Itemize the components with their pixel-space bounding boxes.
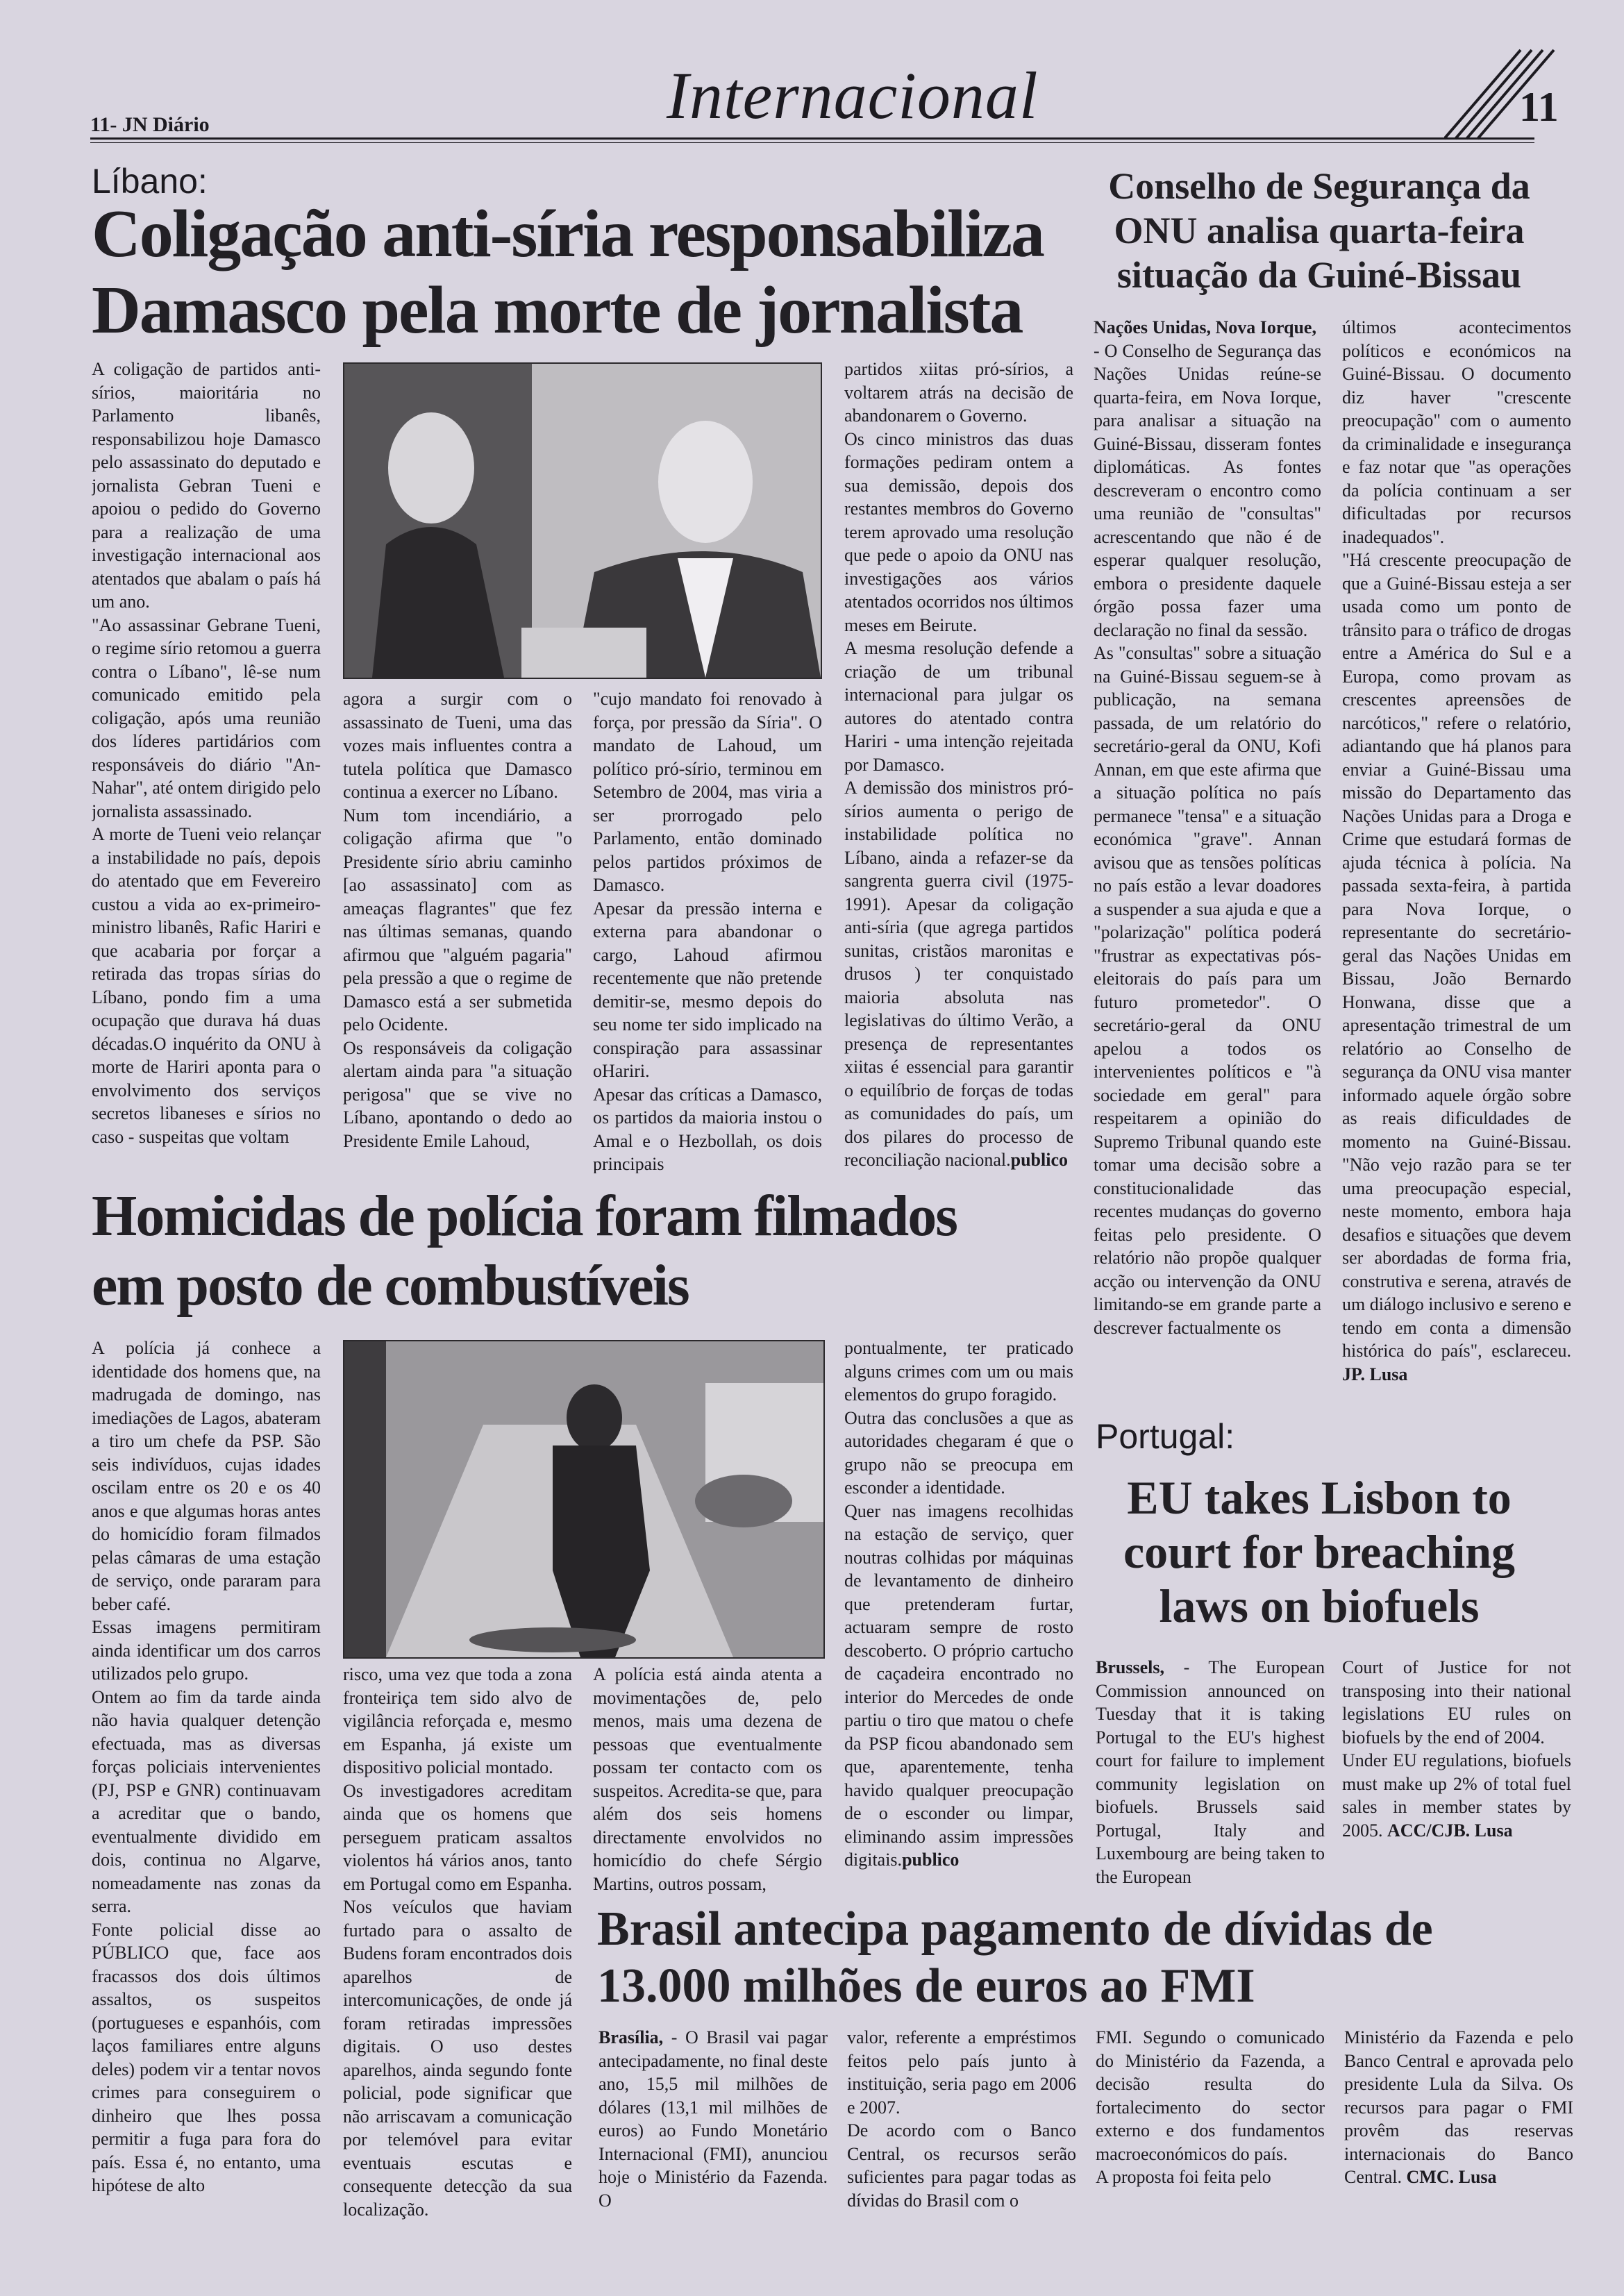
brasil-col-1-text: - O Brasil vai pagar antecipadamente, no final deste ano, 15,5 mil milhões de dólares (13,1 mil milhões de euros) ao Fundo Monetário Internacional (FMI), anunciou hoje o Ministério da Fazenda. O bbox=[598, 2027, 828, 2211]
portugal-col-1-text: - The European Commission announced on Tuesday that it is taking Portugal to the EU's highest court for failure to implement community legislation on biofuels. Brussels said Portugal, Italy and Luxembourg are being taken to the European bbox=[1096, 1657, 1325, 1887]
police-col-4-text: pontualmente, ter praticado alguns crimes com um ou mais elementos do grupo foragido. Outra das conclusões a que as autoridades chegaram é que o grupo não se preocupa em esconder a identidade. Quer nas imagens recolhidas na estação de serviço, quer noutras colhidas por máquinas de levantamento de dinheiro que pretenderam furtar, actuaram sempre de rosto descoberto. O próprio cartucho de caçadeira encontrado no interior do Mercedes de onde partiu o tiro que matou o chefe da PSP ficou abandonado sem que, aparentemente, tenha havido qualquer preocupação de o esconder ou limpar, eliminando assim impressões digitais. bbox=[844, 1338, 1073, 1870]
brasil-col-4-text: Ministério da Fazenda e pelo Banco Central e aprovada pelo presidente Lula da Silva. Os recursos para pagar o FMI provêm das reservas internacionais do Banco Central. bbox=[1344, 2027, 1573, 2187]
brasil-col-1 bbox=[598, 2026, 828, 2234]
brasil-dateline: Brasília, bbox=[598, 2027, 664, 2047]
masthead-left: 11- JN Diário bbox=[90, 113, 210, 136]
police-col-1: A polícia já conhece a identidade dos homens que, na madrugada de domingo, nas imediações de Lagos, abateram a tiro um chefe da PSP. São seis indivíduos, cujas idades oscilam entre os 20 e os 40 anos e que algumas horas antes do homicídio foram filmados pelas câmaras de uma estação de serviço, onde pararam para beber café. Essas imagens permitiram ainda identificar um dos carros utilizados pelo grupo. Ontem ao fim da tarde ainda não havia qualquer detenção efectuada, mas as diversas forças policiais intervenientes (PJ, PSP e GNR) continuavam a acreditar que o bando, eventualmente dividido em dois, continua no Algarve, nomeadamente nas zonas da serra. Fonte policial disse ao PÚBLICO que, face aos fracassos dos dois últimos assaltos, os suspeitos (portugueses e espanhóis, com laços familiares entre alguns deles) podem vir a tentar novos crimes para conseguirem o dinheiro que lhes possa permitir a fuga para fora do país. Essa é, no entanto, uma hipótese de alto bbox=[92, 1338, 321, 2195]
police-col-3: A polícia está ainda atenta a movimentações de, pelo menos, mais uma dezena de pessoas que eventualmente possam ter contacto com os suspeitos. Acredita-se que, para além dos seis homens directamente envolvidos no homicídio do chefe Sérgio Martins, outros possam, bbox=[593, 1664, 822, 1894]
guinea-col-2 bbox=[1342, 316, 1571, 1409]
police-signature: publico bbox=[902, 1850, 960, 1870]
portugal-col-2 bbox=[1342, 1656, 1571, 1892]
lebanon-col-4-text: partidos xiitas pró-sírios, a voltarem atrás na decisão de abandonarem o Governo. Os cinco ministros das duas formações pediram ontem a sua demissão, depois dos restantes membros do Governo terem aprovado uma resolução que pede o apoio da ONU nas investigações aos vários atentados ocorridos nos últimos meses em Beirute. A mesma resolução defende a criação de um tribunal internacional para julgar os autores do atentado contra Hariri - uma intenção rejeitada por Damasco. A demissão dos ministros pró-sírios aumenta o perigo de instabilidade política no Líbano, ainda a refazer-se da sangrenta guerra civil (1975-1991). Apesar da coligação anti-síria (que agrega partidos sunitas, cristãos maronitas e drusos ) ter conquistado maioria absoluta nas legislativas do último Verão, a presença de representantes xiitas é essencial para garantir o equilíbrio de forças de todas as comunidades do país, um dos pilares do processo de reconciliação nacional. bbox=[844, 359, 1073, 1170]
brasil-headline: Brasil antecipa pagamento de dívidas de 13.000 milhões de euros ao FMI bbox=[597, 1902, 1433, 2013]
brasil-signature: CMC. Lusa bbox=[1406, 2167, 1497, 2187]
police-col-2: risco, uma vez que toda a zona fronteiriça tem sido alvo de vigilância reforçada e, mesmo em Espanha, já existe um dispositivo policial montado. Os investigadores acreditam ainda que os homens que perseguem praticam assaltos violentos há vários anos, tanto em Portugal como em Espanha. Nos veículos que haviam furtado para o assalto de Budens foram encontrados dois aparelhos de intercomunicações, de onde já foram retiradas impressões digitais. O uso destes aparelhos, ainda segundo fonte policial, pode significar que não arriscavam a comunicação por telemóvel para evitar eventuais escutas e consequente detecção da sua localização. bbox=[343, 1664, 572, 2220]
portugal-dateline: Brussels, bbox=[1096, 1657, 1164, 1677]
portugal-col-2-text: Court of Justice for not transposing into their national legislations EU rules on biofuels by the end of 2004. Under EU regulations, biofuels must make up 2% of total fuel sales in member states by 2005. bbox=[1342, 1657, 1571, 1841]
lebanon-headline: Coligação anti-síria responsabiliza Damasco pela morte de jornalista bbox=[92, 196, 1044, 348]
lebanon-photo-image bbox=[344, 364, 821, 678]
portugal-col-1 bbox=[1096, 1656, 1325, 1892]
lebanon-col-4 bbox=[844, 358, 1073, 1173]
brasil-col-3: FMI. Segundo o comunicado do Ministério da Fazenda, a decisão resulta do fortalecimento do sector externo e dos fundamentos macroeconómicos do país. A proposta foi feita pelo bbox=[1096, 2027, 1325, 2187]
police-col-4 bbox=[844, 1336, 1073, 1899]
brasil-col-2: valor, referente a empréstimos feitos pelo país junto à instituição, seria pago em 2006 e 2007. De acordo com o Banco Central, os recursos serão suficientes para pagar todas as dívidas do Brasil com o bbox=[847, 2027, 1076, 2211]
portugal-signature: ACC/CJB. Lusa bbox=[1387, 1820, 1513, 1841]
lebanon-signature: publico bbox=[1010, 1150, 1069, 1170]
lebanon-col-1: A coligação de partidos anti-sírios, maioritária no Parlamento libanês, responsabilizou hoje Damasco pelo assassinato do deputado e jornalista Gebran Tueni e apoiou o pedido do Governo para a realização de uma investigação internacional aos atentados que abalam o país há um ano. "Ao assassinar Gebrane Tueni, o regime sírio retomou a guerra contra o Líbano", lê-se num comunicado emitido pela coligação, após uma reunião dos líderes partidários com responsáveis do diário "An-Nahar", até ontem dirigido pelo jornalista assassinado. A morte de Tueni veio relançar a instabilidade no país, depois do atentado que em Fevereiro custou a vida ao ex-primeiro-ministro libanês, Rafic Hariri e que acabaria por forçar a retirada das tropas sírias do Líbano, pondo fim a uma ocupação que durava há duas décadas.O inquérito da ONU à morte de Hariri aponta para o envolvimento dos serviços secretos libaneses e sírios no caso - suspeitas que voltam bbox=[92, 359, 321, 1147]
lebanon-col-2: agora a surgir com o assassinato de Tueni, uma das vozes mais influentes contra a tutela política que Damasco continua a exercer no Líbano. Num tom incendiário, a coligação afirma que "o Presidente sírio abriu caminho [ao assassinato] com as ameaças flagrantes" que fez nas últimas semanas, quando afirmou que "alguém pagaria" pela pressão a que o regime de Damasco está a ser submetida pelo Ocidente. Os responsáveis da coligação alertam ainda para "a situação perigosa" que se vive no Líbano, apontando o dedo ao Presidente Emile Lahoud, bbox=[343, 689, 572, 1151]
guinea-col-2-text: últimos acontecimentos políticos e económicos na Guiné-Bissau. O documento diz haver "crescente preocupação" com o aumento da criminalidade e insegurança e faz notar que "as operações da polícia continuam a ser dificultadas por recursos inadequados". "Há crescente preocupação de que a Guiné-Bissau esteja a ser usada como um ponto de trânsito para o tráfico de drogas entre a América do Sul e a Europa, como provam as crescentes apreensões de narcóticos," refere o relatório, adiantando que há planos para enviar a Guiné-Bissau uma missão do Departamento das Nações Unidas para a Droga e Crime que estudará formas de ajuda técnica à polícia. Na passada sexta-feira, à partida para Nova Iorque, o representante do secretário-geral das Nações Unidas em Bissau, João Bernardo Honwana, disse que a apresentação trimestral de um relatório ao Conselho de segurança da ONU visa manter informado aquele órgão sobre as reais dificuldades de momento na Guiné-Bissau. "Não vejo razão para se ter uma preocupação especial, neste momento, embora haja desafios e situações que devem ser abordadas de forma fria, construtiva e serena, através de um diálogo inclusivo e sereno e tendo em conta a dimensão histórica do país", esclareceu. bbox=[1342, 317, 1571, 1361]
lebanon-kicker: Líbano: bbox=[92, 162, 208, 201]
police-photo bbox=[343, 1340, 825, 1659]
lebanon-photo bbox=[343, 362, 822, 679]
lebanon-col-3: "cujo mandato foi renovado à força, por pressão da Síria". O mandato de Lahoud, um político pró-sírio, terminou em Setembro de 2004, mas viria a ser prorrogado pelo Parlamento, então dominado pelos partidos próximos de Damasco. Apesar da pressão interna e externa para abandonar o cargo, Lahoud afirmou recentemente que não pretende demitir-se, mesmo depois do seu nome ter sido implicado na conspiração para assassinar oHariri. Apesar das críticas a Damasco, os partidos da maioria instou o Amal e o Hezbollah, os dois principais bbox=[593, 689, 822, 1173]
guinea-col-1-text: - O Conselho de Segurança das Nações Unidas reúne-se quarta-feira, em Nova Iorque, para analisar a situação na Guiné-Bissau, disseram fontes diplomáticas. As fontes descreveram o encontro como uma reunião de "consultas" acrescentando que não é de esperar qualquer resolução, embora o presidente daquele órgão possa fazer uma declaração no final da sessão. As "consultas" sobre a situação na Guiné-Bissau seguem-se à publicação, na semana passada, de um relatório do secretário-geral da ONU, Kofi Annan, em que este afirma que a situação política no país permanece "tensa" e a situação económica "grave". Annan avisou que as tensões políticas no país estão a levar doadores a suspender a sua ajuda e que a "polarização" política poderá "frustrar as expectativas pós-eleitorais do país para um futuro prometedor". O secretário-geral da ONU apelou a todos os intervenientes políticos e "à sociedade em geral" para respeitarem a opinião do Supremo Tribunal quando este tomar uma decisão sobre a constitucionalidade das recentes mudanças do governo feitas pelo presidente. O relatório não propõe qualquer acção ou intervenção da ONU limitando-se em grande parte a descrever factualmente os bbox=[1094, 340, 1321, 1338]
masthead-rule bbox=[90, 137, 1534, 143]
brasil-col-4 bbox=[1344, 2026, 1573, 2234]
guinea-signature: JP. Lusa bbox=[1342, 1364, 1408, 1384]
police-photo-image bbox=[344, 1341, 823, 1657]
portugal-headline: EU takes Lisbon to court for breaching laws on biofuels bbox=[1123, 1471, 1516, 1632]
guinea-headline: Conselho de Segurança da ONU analisa quarta-feira situação da Guiné-Bissau bbox=[1108, 165, 1530, 296]
guinea-col-1 bbox=[1094, 316, 1321, 1409]
portugal-kicker: Portugal: bbox=[1096, 1417, 1235, 1456]
section-title: Internacional bbox=[667, 58, 1039, 133]
police-headline: Homicidas de polícia foram filmados em posto de combustíveis bbox=[92, 1184, 957, 1318]
page-number: 11 bbox=[1519, 84, 1559, 130]
guinea-dateline: Nações Unidas, Nova Iorque, bbox=[1094, 317, 1316, 337]
